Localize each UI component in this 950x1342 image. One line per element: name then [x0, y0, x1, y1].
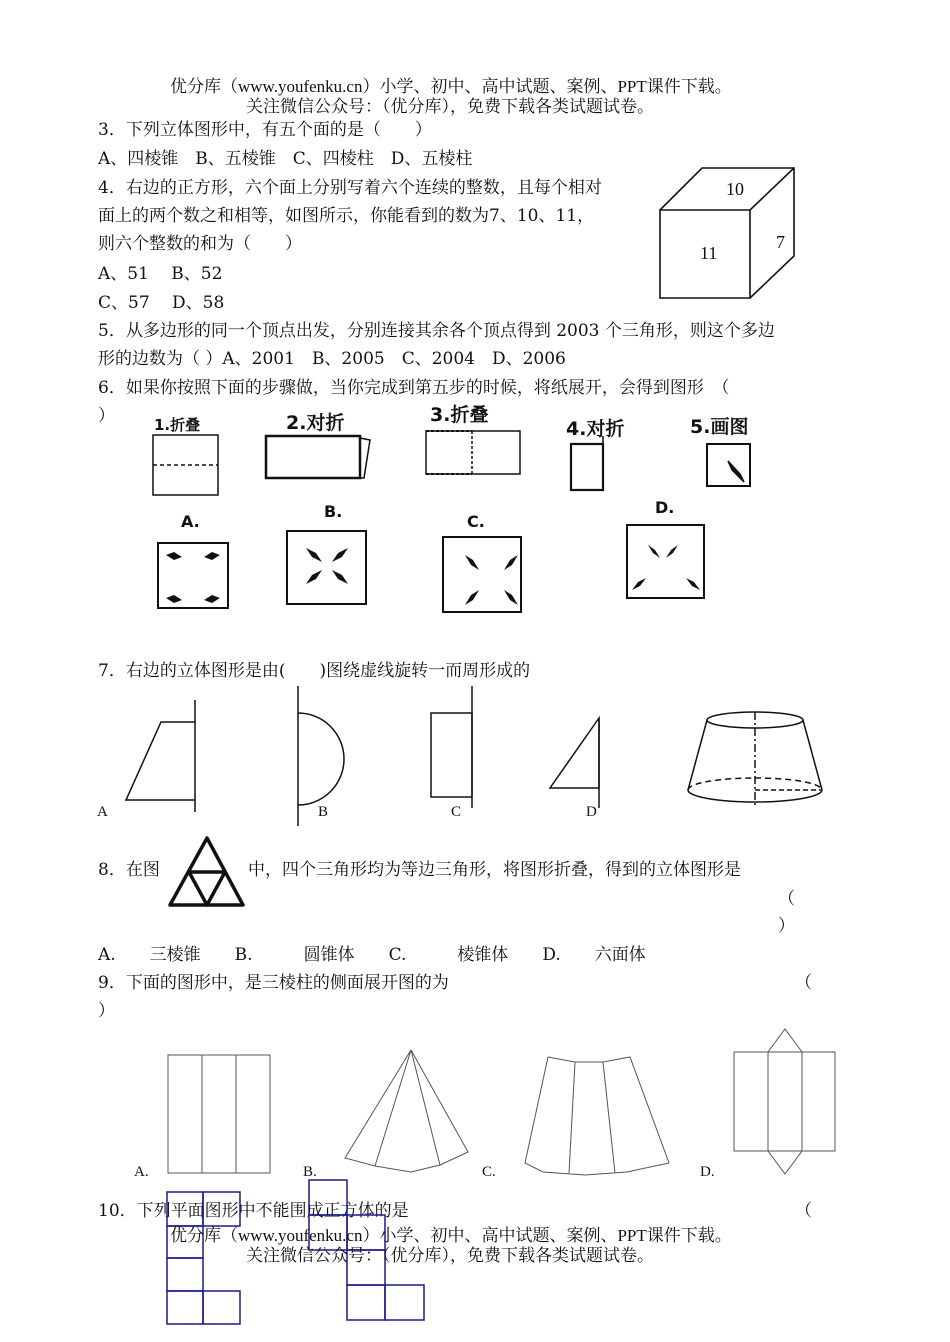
- q6-step-5-label: 5.画图: [690, 416, 749, 438]
- q5-line-2: 形的边数为（ ）A、2001 B、2005 C、2004 D、2006: [98, 349, 566, 369]
- cube-front-number: 11: [700, 243, 718, 263]
- q6-line-2: ）: [98, 406, 115, 426]
- q3-stem: 3．下列立体图形中，有五个面的是（ ）: [98, 120, 432, 140]
- q9-label-a: A.: [134, 1164, 149, 1180]
- q7-label-c: C: [451, 804, 462, 820]
- q10-paren-open: （: [795, 1201, 812, 1221]
- q6-line-1: 6．如果你按照下面的步骤做，当你完成到第五步的时候，将纸展开，会得到图形 （: [98, 378, 730, 398]
- q6-option-d-label: D.: [655, 498, 675, 517]
- q7-label-b: B: [318, 804, 329, 820]
- q7-label-d: D: [586, 804, 597, 820]
- q9-paren-close: ）: [98, 1001, 115, 1021]
- header-line-2: 关注微信公众号：（优分库），免费下载各类试题试卷。: [246, 97, 654, 116]
- q4-options-1: A、51 B、52: [98, 264, 223, 284]
- q9-label-b: B.: [303, 1164, 317, 1180]
- q9-stem: 9．下面的图形中，是三棱柱的侧面展开图的为: [98, 973, 449, 993]
- footer-line-1: 优分库（www.youfenku.cn）小学、初中、高中试题、案例、PPT课件下载。: [170, 1226, 732, 1245]
- q6-step-4-label: 4.对折: [566, 418, 625, 440]
- cube-top-number: 10: [726, 179, 744, 199]
- q8-stem-pre: 8．在图: [98, 860, 160, 880]
- q9-paren-open: （: [795, 973, 812, 993]
- q6-option-b-label: B.: [324, 502, 343, 521]
- q7-label-a: A: [97, 804, 108, 820]
- q8-paren-open: （: [778, 889, 795, 909]
- q6-step-3-label: 3.折叠: [430, 404, 489, 426]
- q6-option-c-label: C.: [467, 512, 485, 531]
- q8-stem-post: 中，四个三角形均为等边三角形，将图形折叠，得到的立体图形是: [248, 860, 741, 880]
- q3-options: A、四棱锥 B、五棱锥 C、四棱柱 D、五棱柱: [98, 149, 473, 169]
- q6-step-2-label: 2.对折: [286, 412, 345, 434]
- q10-stem: 10．下列平面图形中不能围成正方体的是: [98, 1201, 409, 1221]
- q7-stem: 7．右边的立体图形是由( )图绕虚线旋转一而周形成的: [98, 661, 531, 681]
- q6-option-a-label: A.: [181, 512, 200, 531]
- q8-options: A. 三棱锥 B. 圆锥体 C. 棱锥体 D. 六面体: [98, 945, 646, 965]
- q6-step-1-label: 1.折叠: [154, 416, 201, 434]
- header-line-1: 优分库（www.youfenku.cn）小学、初中、高中试题、案例、PPT课件下载。: [170, 77, 732, 96]
- q4-line-2: 面上的两个数之和相等，如图所示，你能看到的数为7、10、11，: [98, 206, 595, 226]
- q5-line-1: 5．从多边形的同一个顶点出发，分别连接其余各个顶点得到 2003 个三角形，则这个多边: [98, 321, 775, 341]
- q9-label-c: C.: [482, 1164, 496, 1180]
- q9-label-d: D.: [700, 1164, 715, 1180]
- q8-paren-close: ）: [778, 916, 795, 936]
- footer-line-2: 关注微信公众号：（优分库），免费下载各类试题试卷。: [246, 1246, 654, 1265]
- q4-options-2: C、57 D、58: [98, 293, 225, 313]
- q4-line-3: 则六个整数的和为（ ）: [98, 234, 302, 254]
- q4-line-1: 4．右边的正方形，六个面上分别写着六个连续的整数，且每个相对: [98, 178, 602, 198]
- cube-side-number: 7: [776, 232, 785, 252]
